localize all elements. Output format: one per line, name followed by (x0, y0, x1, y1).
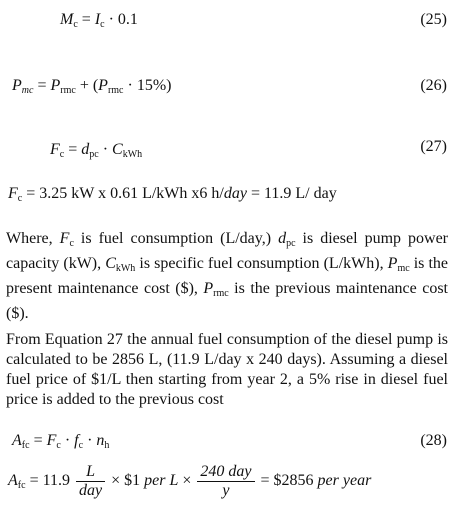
equation-26: $P_{mc} = P_{rmc} + (P_{rmc} \cdot 15\%)$ (12, 77, 172, 96)
equation-27-number: (27) (420, 138, 447, 155)
annual-fuel-paragraph: From Equation 27 the annual fuel consumption of the diesel pump is calculated to be 2856 L, (11.9 L/day x 240 days). Assuming a diesel fuel price of $1/L then starting from year 2, a 5% rise in diesel fuel price is added to the previous cost (6, 331, 448, 408)
equation-27: $F_c = d_{pc} \cdot C_{kWh}$ (50, 141, 143, 160)
equation-27-calculation: $F_c = 3.25$ kW x 0.61 L/kWh x6 h/day = 11.9 L/ day (8, 185, 337, 204)
equation-26-number: (26) (420, 77, 447, 94)
variable-definitions-paragraph: Where, $F_c$ is fuel consumption (L/day,) $d_{pc}$ is diesel pump power capacity (kW), $C_{kWh}$ is specific fuel consumption (L/kWh), $P_{mc}$ is the present maintenance cost ($), $P_{rmc}$ is the previous maintenance cost ($). (6, 230, 449, 322)
equation-28-number: (28) (420, 432, 447, 449)
equation-25-number: (25) (420, 11, 447, 28)
fraction-days-per-year: $\frac{\text{240 day}}{y}$ (197, 463, 254, 500)
equation-25: $M_c = I_c \cdot 0.1$ (60, 11, 138, 30)
equation-28: $A_{fc} = F_c \cdot f_c \cdot n_h$ (12, 432, 110, 451)
equation-28-calculation: $A_{fc} = 11.9$ $\frac{L}{\text{day}}$ × $1 per L × $\frac{\text{240 day}}{y}$ = $2856 per year (8, 462, 372, 499)
fraction-l-per-day: $\frac{L}{\text{day}}$ (76, 463, 105, 500)
